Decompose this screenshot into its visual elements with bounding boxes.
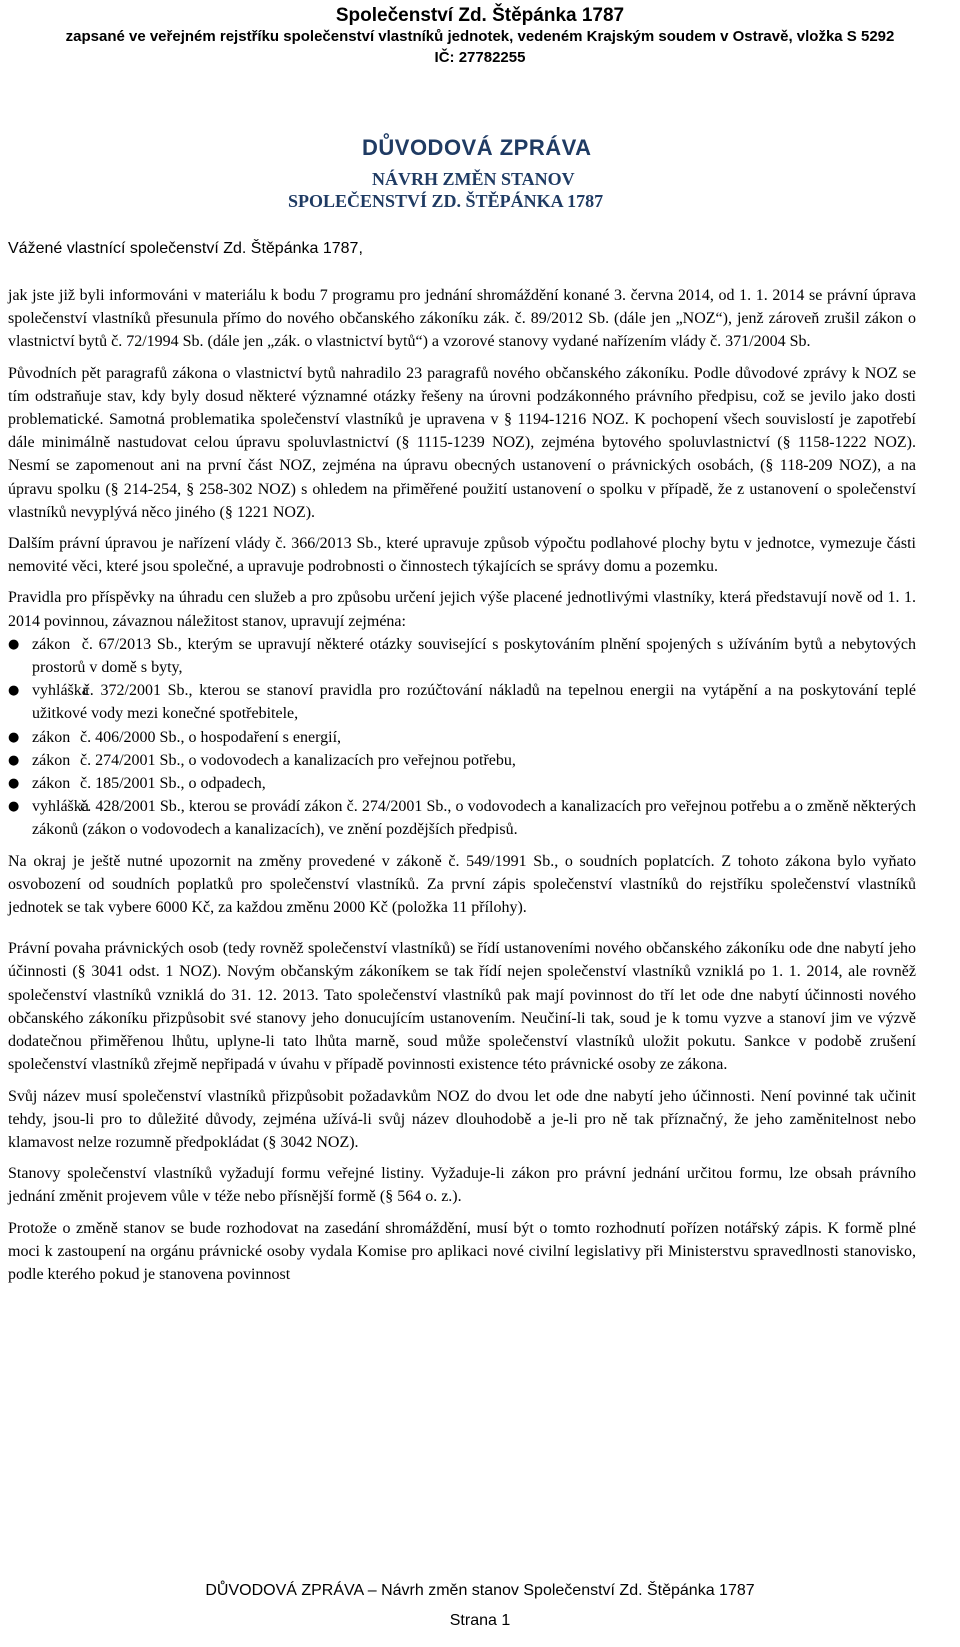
letterhead-registration: zapsané ve veřejném rejstříku společenství vlastníků jednotek, vedeném Krajským soudem v Ostravě, vložka S 5292 — [65, 28, 895, 45]
paragraph-legal-nature: Právní povaha právnických osob (tedy rovněž společenství vlastníků) se řídí ustanoveními nového občanského zákoníku ode dne nabytí jeho účinnosti (§ 3041 odst. 1 NOZ). Novým občanským zákoníkem se tak řídí nejen společenství vlastníků vzniklá po 1. 1. 2014, ale rovněž společenství vlastníků vzniklá do 31. 12. 2013. Tato společenství vlastníků pak mají povinnost do tří let ode dne nabytí účinnosti nového občanského zákoníku přizpůsobit své stanovy jeho donucujícím ustanovením. Neučiní-li tak, soud je k tomu vyzve a stanoví jim ve výzvě dodatečnou přiměřenou lhůtu, uplyne-li tato lhůta marně, soud může společenství vlastníků uložit pokutu. Sankce v podobě zrušení společenství vlastníků zřejmě nepřipadá v úvahu v případě povinnosti existence této právnické osoby ze zákona. — [8, 940, 916, 1074]
bullet-icon: ● — [8, 683, 20, 699]
footer-title: DŮVODOVÁ ZPRÁVA – Návrh změn stanov Společenství Zd. Štěpánka 1787 — [205, 1582, 755, 1599]
page-footer — [0, 1580, 960, 1632]
paragraph-government-regulation: Dalším právní úpravou je nařízení vlády č. 366/2013 Sb., které upravuje způsob výpočtu podlahové plochy bytu v jednotce, vymezuje části nemovité věci, které jsou společné, a upravuje podrobnosti o činnostech týkajících se správy domu a pozemku. — [8, 535, 916, 576]
document-body — [8, 284, 916, 1294]
paragraph-noz-sections: Původních pět paragrafů zákona o vlastnictví bytů nahradilo 23 paragrafů nového občanského zákoníku. Podle důvodové zprávy k NOZ se tím odstraňuje stav, kdy byly dosud některé významné otázky řešeny na úrovni podzákonného právního předpisu, což se jevilo jako dosti problematické. Samotná problematika společenství vlastníků je upravena v § 1194-1216 NOZ. K pochopení všech souvislostí je zapotřebí dále minimálně nastudovat celou úpravu spoluvlastnictví (§ 1115-1239 NOZ), zejména bytového spoluvlastnictví (§ 1158-1222 NOZ). Nesmí se zapomenout ani na první část NOZ, zejména na úpravu obecných ustanovení o právnických osobách, (§ 118-209 NOZ), a na úpravu spolku (§ 214-254, § 258-302 NOZ) s ohledem na přiměřené použití ustanovení o spolku v případě, že z ustanovení o společenství vlastníků nevyplývá něco jiného (§ 1221 NOZ). — [8, 364, 916, 521]
list-item-text: č. 67/2013 Sb., kterým se upravují některé otázky související s poskytováním plnění spojených s užíváním bytů a nebytových prostorů v domě s byty, — [32, 635, 917, 677]
letterhead-name: Společenství Zd. Štěpánka 1787 — [335, 5, 625, 26]
list-item — [8, 795, 916, 841]
bullet-icon: ● — [8, 752, 20, 768]
list-item-lead: zákon — [32, 728, 71, 746]
document-subtitle-1: NÁVRH ZMĚN STANOV — [372, 169, 575, 189]
list-item-lead: zákon — [32, 775, 71, 793]
bullet-icon: ● — [8, 636, 20, 652]
legislation-list — [8, 633, 916, 842]
paragraph-public-deed: Stanovy společenství vlastníků vyžadují formu veřejné listiny. Vyžaduje-li zákon pro právní jednání určitou formu, lze obsah právního jednání změnit projevem vůle v téže nebo přísnější formě (§ 564 o. z.). — [8, 1165, 916, 1206]
document-title-block — [290, 134, 710, 212]
list-item — [8, 749, 916, 772]
list-item-lead: vyhláška — [32, 798, 89, 816]
list-item — [8, 726, 916, 749]
list-item-text: č. 406/2000 Sb., o hospodaření s energií, — [80, 728, 342, 746]
list-item-text: č. 428/2001 Sb., kterou se provádí zákon č. 274/2001 Sb., o vodovodech a kanalizacích pro veřejnou potřebu a o změně některých zákonů (zákon o vodovodech a kanalizacích), ve znění pozdějších předpisů. — [32, 798, 917, 839]
paragraph-name-adaptation: Svůj název musí společenství vlastníků přizpůsobit požadavkům NOZ do dvou let ode dne nabytí jeho účinnosti. Není povinné tak učinit tehdy, jsou-li pro to důležité důvody, zejména užívá-li svůj název dlouhodobě a je-li pro ně tak příznačný, že jeho zaměnitelnost nebo klamavost nelze rozumně předpokládat (§ 3042 NOZ). — [8, 1087, 916, 1151]
letterhead-ico: IČ: 27782255 — [434, 49, 526, 66]
salutation: Vážené vlastnící společenství Zd. Štěpánka 1787, — [8, 240, 363, 257]
list-item-lead: zákon — [32, 635, 71, 653]
list-item-text: č. 274/2001 Sb., o vodovodech a kanalizacích pro veřejnou potřebu, — [80, 751, 516, 769]
list-item — [8, 633, 916, 679]
list-item — [8, 772, 916, 795]
paragraph-notarial-record: Protože o změně stanov se bude rozhodovat na zasedání shromáždění, musí být o tomto rozhodnutí pořízen notářský zápis. K formě plné moci k zastoupení na orgánu právnické osoby vydala Komise pro aplikaci nové civilní legislativy při Ministerstvu spravedlnosti stanovisko, podle kterého pokud je stanovena povinnost — [8, 1219, 916, 1283]
list-item-text: č. 185/2001 Sb., o odpadech, — [80, 775, 266, 793]
paragraph-intro: jak jste již byli informováni v materiálu k bodu 7 programu pro jednání shromáždění konané 3. června 2014, od 1. 1. 2014 se právní úprava společenství vlastníků přesunula přímo do nového občanského zákoníku zák. č. 89/2012 Sb. (dále jen „NOZ“), jenž zároveň zrušil zákon o vlastnictví bytů č. 72/1994 Sb. (dále jen „zák. o vlastnictví bytů“) a vzorové stanovy vydané nařízením vlády č. 371/2004 Sb. — [8, 287, 916, 351]
bullet-icon: ● — [8, 776, 20, 792]
list-item-text: č. 372/2001 Sb., kterou se stanoví pravidla pro rozúčtování nákladů na tepelnou energii na vytápění a na poskytování teplé užitkové vody mezi konečné spotřebitele, — [32, 682, 917, 723]
list-item — [8, 679, 916, 725]
paragraph-court-fees: Na okraj je ještě nutné upozornit na změny provedené v zákoně č. 549/1991 Sb., o soudních poplatcích. Z tohoto zákona bylo vyňato osvobození od soudních poplatků pro společenství vlastníků. Za první zápis společenství vlastníků do rejstříku společenství vlastníků jednotek se tak vybere 6000 Kč, za každou změnu 2000 Kč (položka 11 přílohy). — [8, 852, 916, 917]
list-item-lead: zákon — [32, 751, 71, 769]
list-item-lead: vyhláška — [32, 682, 89, 700]
bullet-icon: ● — [8, 729, 20, 745]
document-subtitle-2: SPOLEČENSTVÍ ZD. ŠTĚPÁNKA 1787 — [288, 191, 604, 211]
page-number: Strana 1 — [449, 1612, 511, 1629]
bullet-icon: ● — [8, 799, 20, 815]
document-title: DŮVODOVÁ ZPRÁVA — [362, 135, 592, 160]
paragraph-contribution-rules: Pravidla pro příspěvky na úhradu cen služeb a pro způsobu určení jejich výše placené jednotlivými vlastníky, která představují nově od 1. 1. 2014 povinnou, závaznou náležitost stanov, upravují zejména: — [8, 589, 916, 630]
